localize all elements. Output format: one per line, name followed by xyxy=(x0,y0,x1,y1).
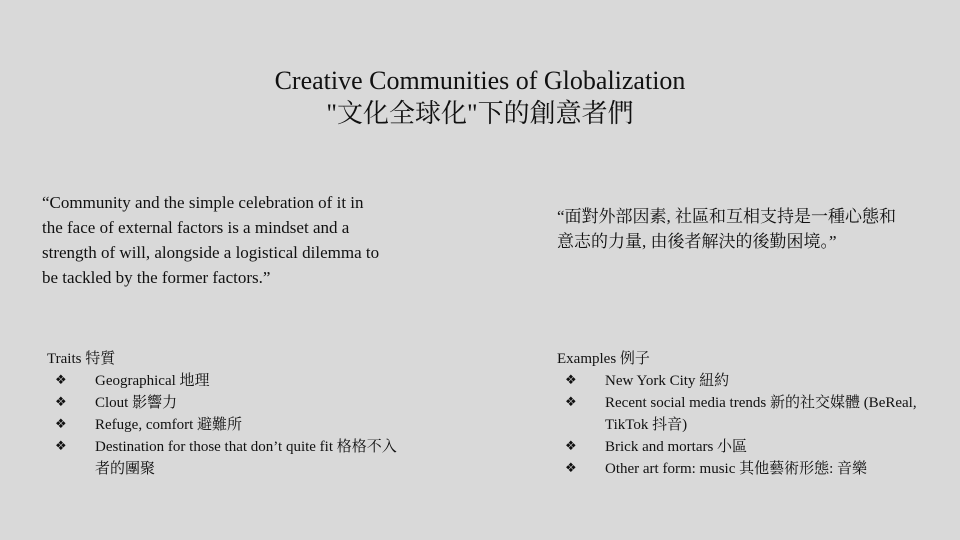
diamond-bullet-icon: ❖ xyxy=(565,461,577,476)
diamond-bullet-icon: ❖ xyxy=(565,439,577,454)
diamond-bullet-icon: ❖ xyxy=(55,395,67,410)
diamond-bullet-icon: ❖ xyxy=(55,417,67,432)
diamond-bullet-icon: ❖ xyxy=(565,395,577,410)
traits-heading: Traits 特質 xyxy=(47,351,116,367)
list-item: ❖ Refuge, comfort 避難所 xyxy=(47,414,407,436)
quote-english: “Community and the simple celebration of it in the face of external factors is a mindset and a strength of will, alongside a logistical dilemma to be tackled by the former factors.” xyxy=(42,193,380,287)
list-item: ❖ Other art form: music 其他藝術形態: 音樂 xyxy=(557,458,917,480)
list-item: ❖ Brick and mortars 小區 xyxy=(557,436,917,458)
list-item: ❖ Geographical 地理 xyxy=(47,370,407,392)
title-english: Creative Communities of Globalization xyxy=(274,66,686,95)
quote-chinese: “面對外部因素, 社區和互相支持是一種心態和意志的力量, 由後者解決的後勤困境。” xyxy=(557,207,897,251)
diamond-bullet-icon: ❖ xyxy=(565,373,577,388)
diamond-bullet-icon: ❖ xyxy=(55,373,67,388)
examples-heading: Examples 例子 xyxy=(557,351,650,367)
list-item: ❖ New York City 紐約 xyxy=(557,370,917,392)
diamond-bullet-icon: ❖ xyxy=(55,439,67,454)
list-item: ❖ Clout 影響力 xyxy=(47,392,407,414)
list-item: ❖ Recent social media trends 新的社交媒體 (BeReal, TikTok 抖音) xyxy=(557,392,917,436)
title-chinese: "文化全球化"下的創意者們 xyxy=(326,99,634,128)
slide-title xyxy=(0,64,960,130)
list-item: ❖ Destination for those that don’t quite fit 格格不入者的團聚 xyxy=(47,436,407,480)
examples-list xyxy=(557,348,917,480)
traits-list xyxy=(47,348,407,480)
